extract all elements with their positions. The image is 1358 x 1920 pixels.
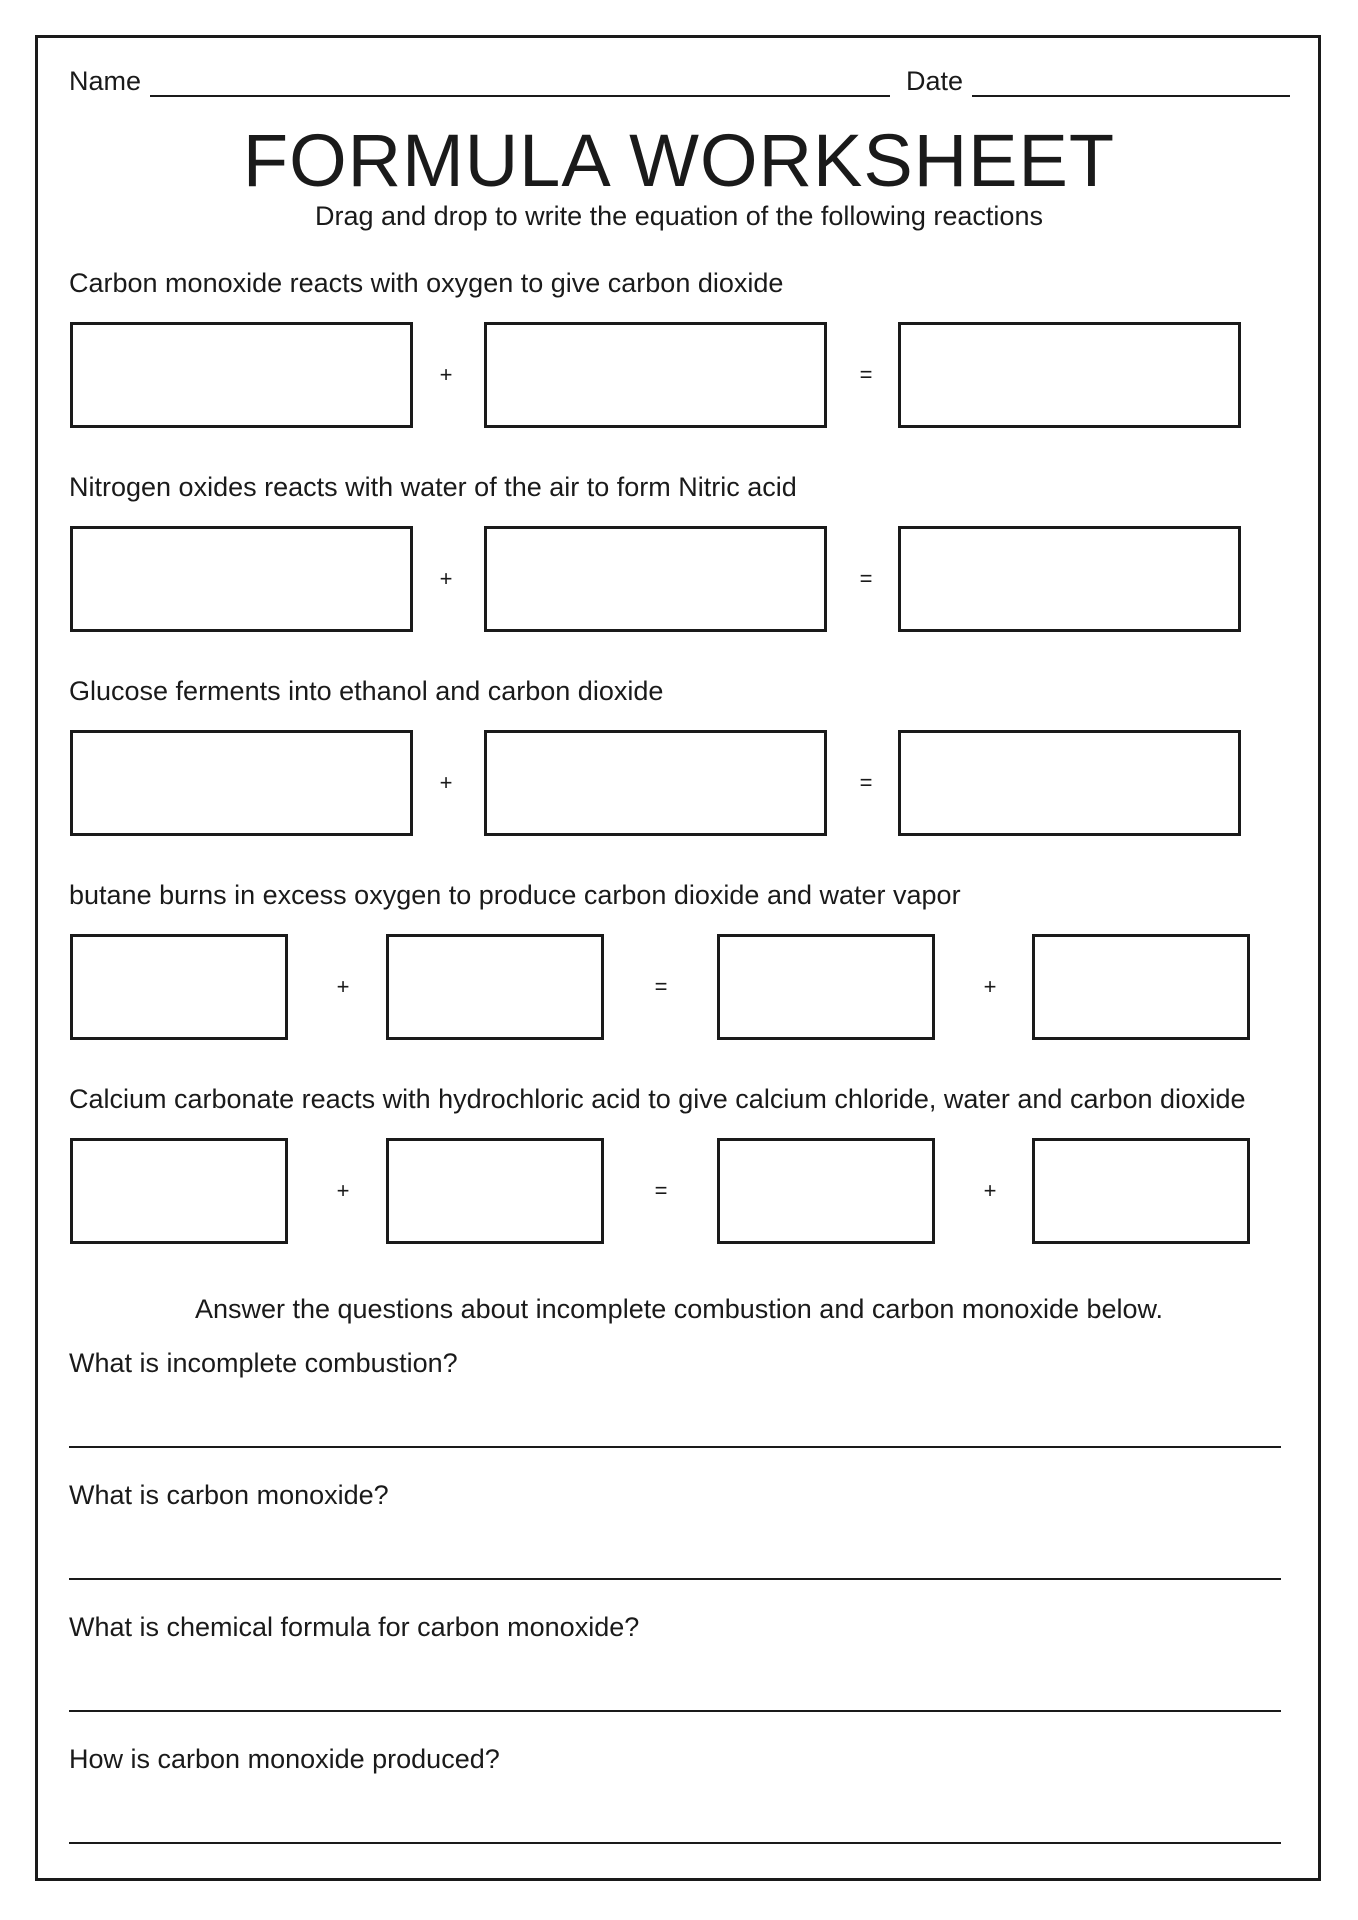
equals-sign: = [859, 362, 873, 387]
reaction-prompt-3: Glucose ferments into ethanol and carbon dioxide [69, 676, 664, 706]
reaction-2-reactant-1-dropzone[interactable] [70, 526, 413, 632]
answer-line-2[interactable] [69, 1578, 1281, 1580]
reaction-1-reactant-2-dropzone[interactable] [484, 322, 827, 428]
reaction-prompt-4: butane burns in excess oxygen to produce carbon dioxide and water vapor [69, 880, 961, 910]
question-2: What is carbon monoxide? [69, 1480, 389, 1510]
reaction-5-product-2-dropzone[interactable] [1032, 1138, 1250, 1244]
reaction-2-product-dropzone[interactable] [898, 526, 1241, 632]
plus-sign: + [336, 1178, 350, 1203]
name-field[interactable] [150, 95, 890, 97]
plus-sign: + [439, 770, 453, 795]
plus-sign: + [983, 974, 997, 999]
date-field[interactable] [972, 95, 1290, 97]
plus-sign: + [439, 566, 453, 591]
plus-sign: + [439, 362, 453, 387]
reaction-5-reactant-1-dropzone[interactable] [70, 1138, 288, 1244]
reaction-3-reactant-1-dropzone[interactable] [70, 730, 413, 836]
answer-line-1[interactable] [69, 1446, 1281, 1448]
page-subtitle: Drag and drop to write the equation of the following reactions [315, 201, 1043, 231]
reaction-4-reactant-1-dropzone[interactable] [70, 934, 288, 1040]
question-3: What is chemical formula for carbon monoxide? [69, 1612, 640, 1642]
reaction-2-reactant-2-dropzone[interactable] [484, 526, 827, 632]
reaction-4-reactant-2-dropzone[interactable] [386, 934, 604, 1040]
date-label: Date [906, 66, 964, 96]
equals-sign: = [859, 770, 873, 795]
page-title: FORMULA WORKSHEET [242, 119, 1116, 202]
reaction-prompt-5: Calcium carbonate reacts with hydrochloric acid to give calcium chloride, water and carbon dioxide [69, 1084, 1246, 1114]
equals-sign: = [859, 566, 873, 591]
reaction-3-product-dropzone[interactable] [898, 730, 1241, 836]
reaction-1-reactant-1-dropzone[interactable] [70, 322, 413, 428]
reaction-4-product-2-dropzone[interactable] [1032, 934, 1250, 1040]
answer-line-4[interactable] [69, 1842, 1281, 1844]
reaction-4-product-1-dropzone[interactable] [717, 934, 935, 1040]
plus-sign: + [983, 1178, 997, 1203]
reaction-prompt-2: Nitrogen oxides reacts with water of the air to form Nitric acid [69, 472, 797, 502]
equals-sign: = [654, 974, 668, 999]
reaction-5-product-1-dropzone[interactable] [717, 1138, 935, 1244]
plus-sign: + [336, 974, 350, 999]
equals-sign: = [654, 1178, 668, 1203]
questions-intro: Answer the questions about incomplete combustion and carbon monoxide below. [194, 1294, 1164, 1324]
reaction-3-reactant-2-dropzone[interactable] [484, 730, 827, 836]
question-1: What is incomplete combustion? [69, 1348, 458, 1378]
question-4: How is carbon monoxide produced? [69, 1744, 500, 1774]
reaction-prompt-1: Carbon monoxide reacts with oxygen to give carbon dioxide [69, 268, 784, 298]
reaction-5-reactant-2-dropzone[interactable] [386, 1138, 604, 1244]
reaction-1-product-dropzone[interactable] [898, 322, 1241, 428]
answer-line-3[interactable] [69, 1710, 1281, 1712]
name-label: Name [69, 66, 142, 96]
